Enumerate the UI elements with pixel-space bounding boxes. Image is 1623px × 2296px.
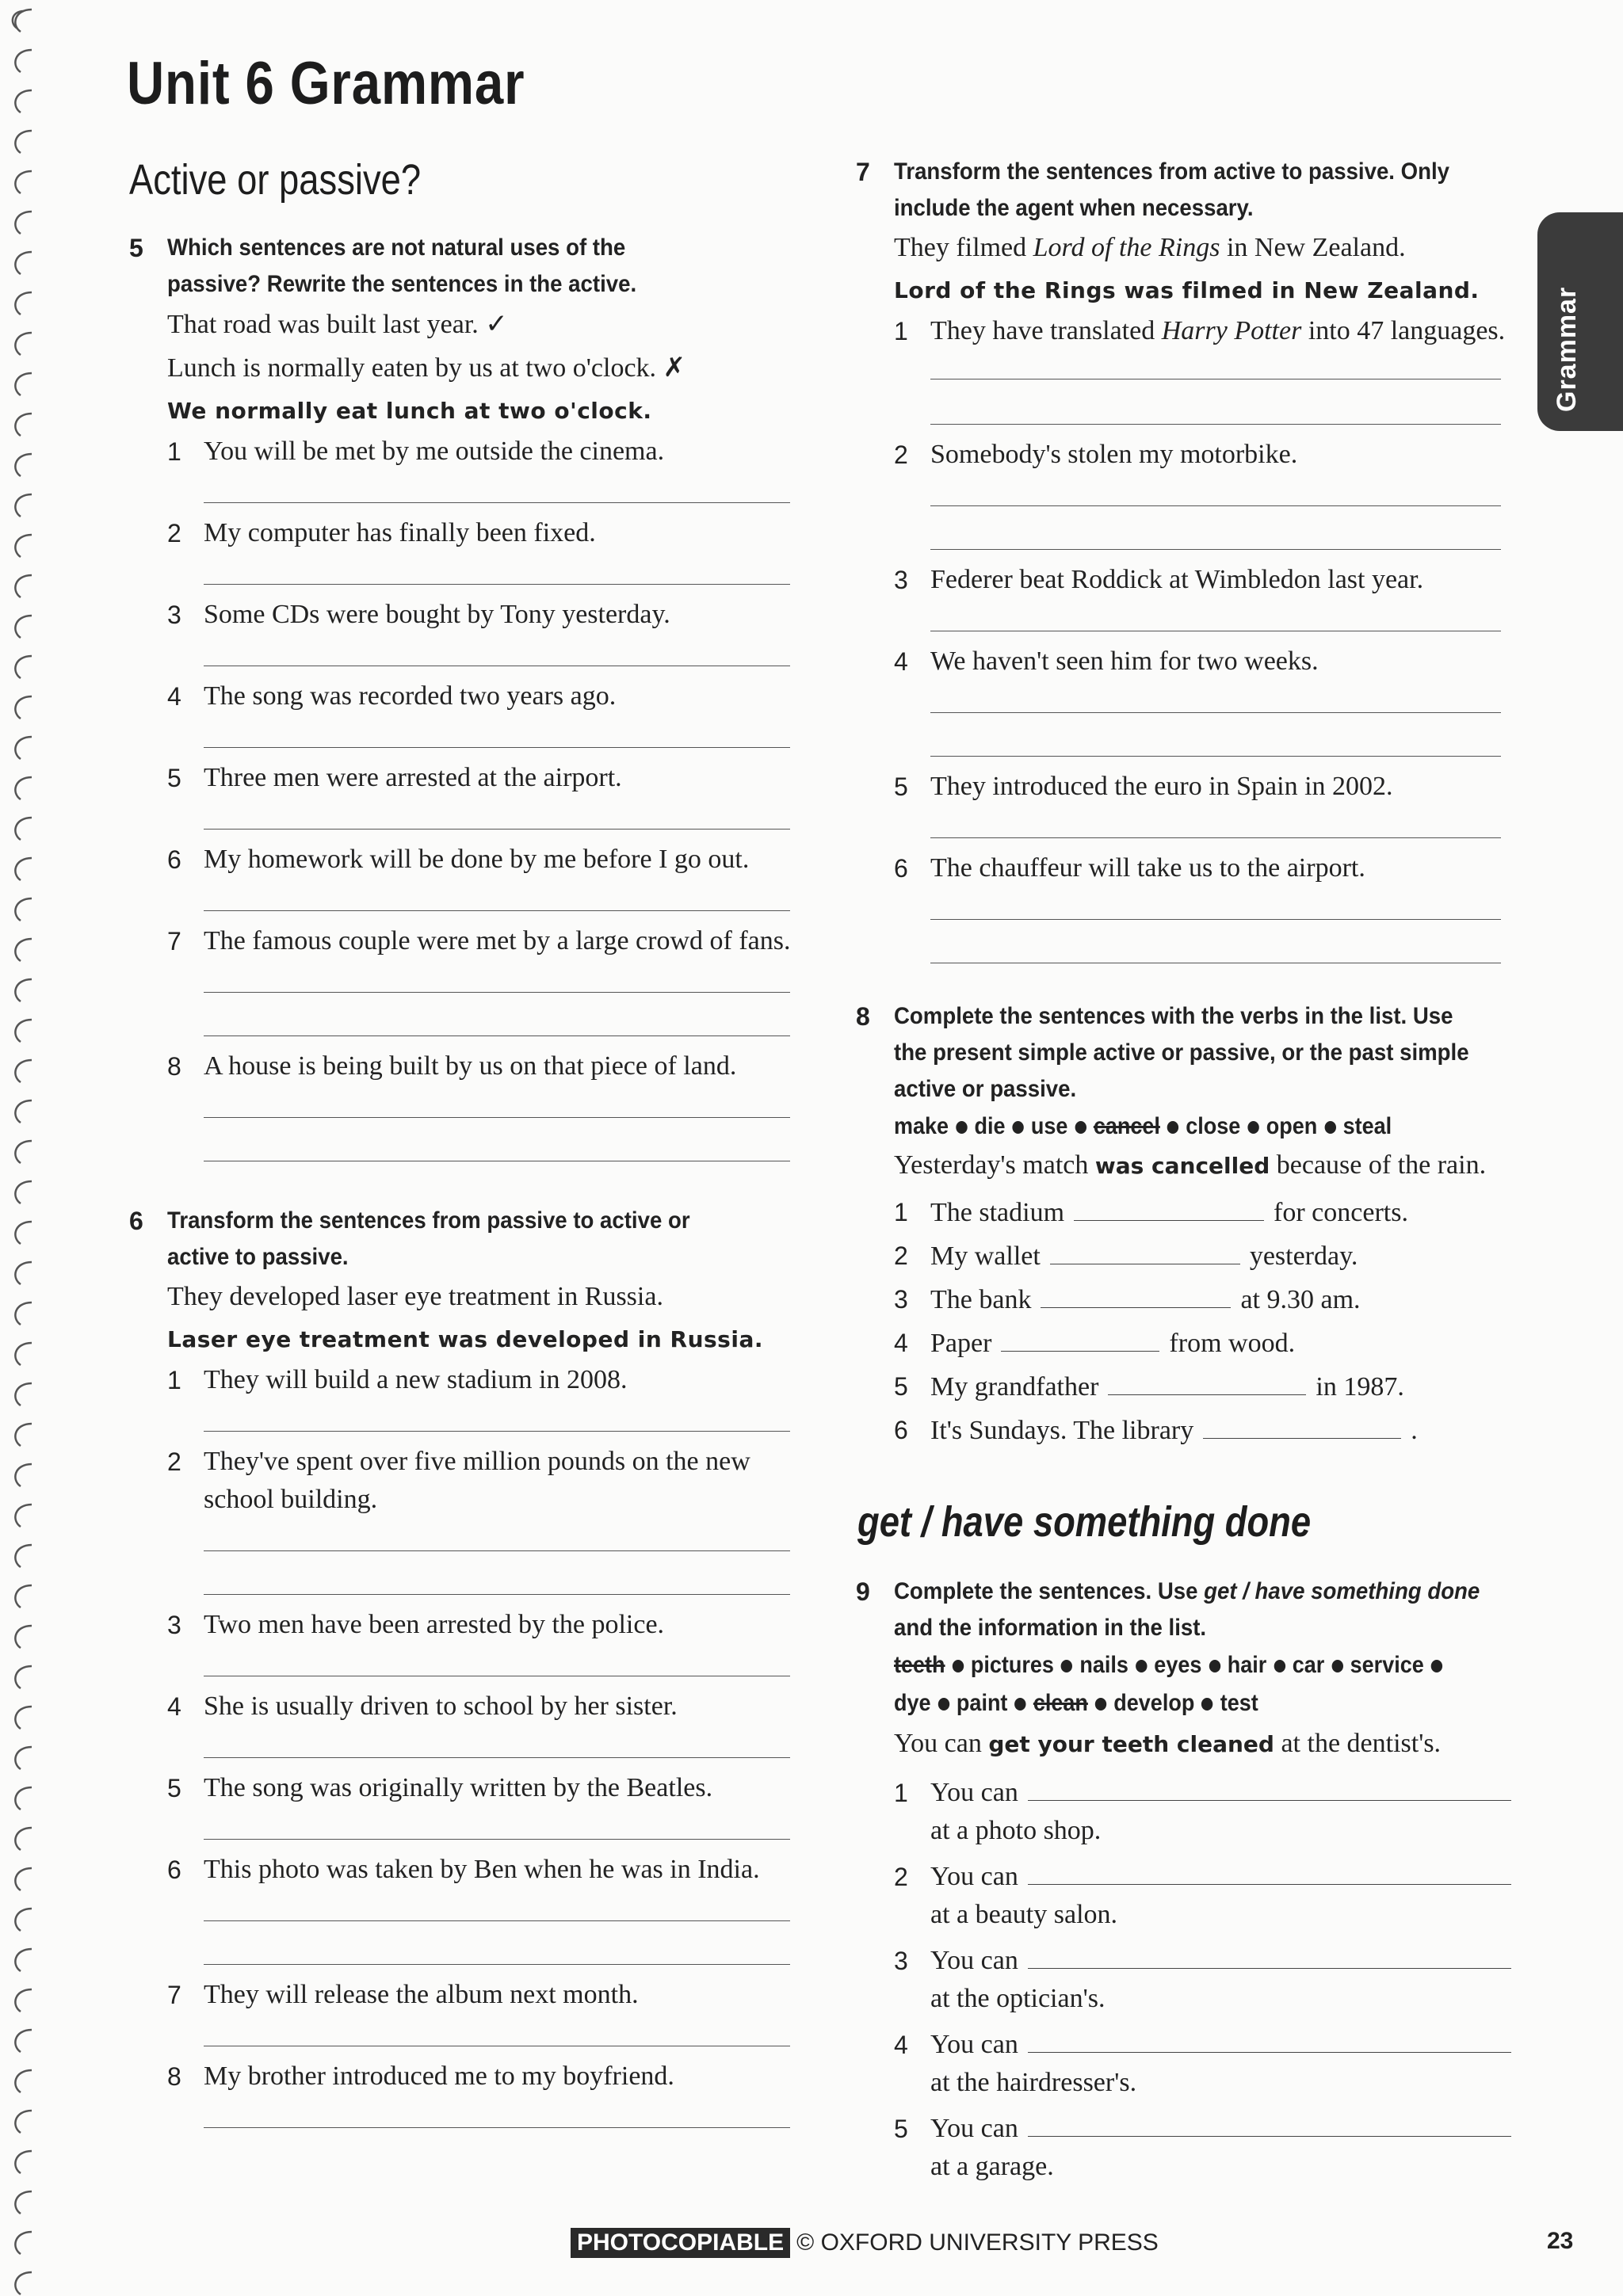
item-text-before: You can <box>930 1946 1018 1975</box>
binder-ring <box>15 656 32 678</box>
list-word: die <box>974 1113 1006 1139</box>
binder-ring <box>15 171 32 193</box>
item-text: The chauffeur will take us to the airport. <box>930 853 1365 883</box>
item-number: 5 <box>894 772 908 801</box>
answer-blank[interactable] <box>1041 1283 1231 1308</box>
bullet-icon <box>1061 1660 1072 1672</box>
bullet-icon <box>1274 1660 1285 1672</box>
binder-rings <box>0 0 48 2296</box>
item-number: 4 <box>167 682 181 711</box>
item-text: Three men were arrested at the airport. <box>204 763 622 792</box>
example-sentence: They developed laser eye treatment in Russia. <box>167 1282 663 1311</box>
binder-ring <box>15 50 32 72</box>
item-text: Somebody's stolen my motorbike. <box>930 440 1298 469</box>
binder-ring <box>15 696 32 719</box>
list-word: dye <box>894 1690 931 1716</box>
list-item <box>167 1606 811 1644</box>
example-answer: Laser eye treatment was developed in Russia. <box>167 1326 763 1352</box>
item-text <box>930 1365 1404 1409</box>
list-item <box>167 596 811 634</box>
bullet-icon <box>1247 1121 1258 1134</box>
list-item <box>167 1976 811 2014</box>
item-number: 2 <box>167 1447 181 1476</box>
word-list <box>894 1646 1536 1684</box>
item-text: They introduced the euro in Spain in 2002. <box>930 772 1393 801</box>
page-number: 23 <box>1547 2228 1574 2254</box>
binder-ring <box>15 1505 32 1527</box>
list-item <box>167 922 811 960</box>
item-text-before: It's Sundays. The library <box>930 1416 1194 1445</box>
binder-ring <box>15 1464 32 1486</box>
binder-ring <box>15 373 32 395</box>
answer-blank[interactable] <box>1108 1371 1306 1395</box>
item-text-after: at a garage. <box>930 2152 1054 2181</box>
list-word: nails <box>1079 1652 1128 1678</box>
item-text: The famous couple were met by a large crowd of fans. <box>204 926 791 955</box>
list-word: open <box>1266 1113 1318 1139</box>
item-number: 8 <box>167 1052 181 1081</box>
item-number: 5 <box>894 1372 908 1401</box>
binder-ring <box>15 1626 32 1648</box>
item-text <box>930 1278 1361 1322</box>
binder-ring <box>15 2232 32 2254</box>
section-title-active-passive: Active or passive? <box>129 156 422 204</box>
list-word: teeth <box>894 1652 945 1678</box>
list-word: hair <box>1227 1652 1267 1678</box>
item-number: 7 <box>167 1981 181 2009</box>
item-text: They will release the album next month. <box>204 1980 639 2009</box>
list-word: cancel <box>1093 1113 1160 1139</box>
binder-ring <box>15 777 32 799</box>
list-word: use <box>1030 1113 1068 1139</box>
binder-ring <box>15 1787 32 1810</box>
item-text-before: You can <box>930 2030 1018 2059</box>
item-text: You will be met by me outside the cinema. <box>204 437 665 466</box>
list-item <box>167 1769 811 1807</box>
list-item: 1 They have translated Harry Potter into 47 languages. <box>894 316 1506 345</box>
grammar-side-tab-label: Grammar <box>1552 286 1582 412</box>
item-number: 5 <box>167 764 181 792</box>
item-text <box>930 1322 1295 1365</box>
answer-blank[interactable] <box>1001 1327 1159 1352</box>
item-number: 3 <box>894 1947 908 1975</box>
list-item <box>894 1409 1537 1452</box>
answer-blank[interactable] <box>1028 2028 1511 2053</box>
item-text: We haven't seen him for two weeks. <box>930 646 1319 676</box>
exercise-instruction: Complete the sentences with the verbs in the list. Use the present simple active or passive, or the past simple active or passive. <box>894 1003 1469 1102</box>
list-item <box>894 643 1537 681</box>
binder-ring <box>15 939 32 961</box>
example-answer: We normally eat lunch at two o'clock. <box>167 398 652 424</box>
binder-ring <box>15 1060 32 1082</box>
list-word: pictures <box>970 1652 1054 1678</box>
binder-ring <box>15 2272 32 2294</box>
item-text: Two men have been arrested by the police. <box>204 1610 665 1639</box>
binder-ring <box>15 737 32 759</box>
binder-ring <box>15 1989 32 2012</box>
bullet-icon <box>1014 1698 1025 1711</box>
example-sentence: Yesterday's match was cancelled because of the rain. <box>894 1150 1487 1180</box>
item-number: 2 <box>167 519 181 547</box>
list-item <box>894 2026 1537 2102</box>
list-item <box>167 677 811 715</box>
item-text: The song was originally written by the Beatles. <box>204 1773 713 1802</box>
example-answer: Lord of the Rings was filmed in New Zealand. <box>894 277 1480 303</box>
item-number: 3 <box>167 601 181 629</box>
item-number: 2 <box>894 1241 908 1270</box>
item-number: 4 <box>894 2031 908 2059</box>
list-item <box>167 1443 811 1519</box>
item-number: 1 <box>894 1779 908 1807</box>
answer-blank[interactable] <box>1028 1776 1511 1801</box>
binder-ring <box>15 1747 32 1769</box>
list-word: eyes <box>1154 1652 1202 1678</box>
list-item <box>894 768 1537 806</box>
list-word: car <box>1292 1652 1325 1678</box>
binder-ring <box>15 2070 32 2092</box>
footer <box>571 2228 1159 2258</box>
bullet-icon <box>1167 1121 1178 1134</box>
example-sentence: They filmed Lord of the Rings in New Zealand. <box>894 233 1406 262</box>
example-sentence: You can get your teeth cleaned at the dentist's. <box>894 1729 1442 1758</box>
binder-ring <box>15 1222 32 1244</box>
list-item <box>894 1942 1537 2018</box>
item-text-after: from wood. <box>1169 1329 1296 1358</box>
photocopiable-badge: PHOTOCOPIABLE <box>571 2228 790 2258</box>
item-text-after: yesterday. <box>1249 1241 1358 1271</box>
bullet-icon <box>1324 1121 1335 1134</box>
item-number: 2 <box>894 441 908 469</box>
item-text <box>930 1774 1511 1850</box>
list-item <box>894 1278 1537 1322</box>
item-text-after: . <box>1411 1416 1418 1445</box>
binder-ring <box>15 252 32 274</box>
binder-ring <box>15 1181 32 1203</box>
list-word: test <box>1220 1690 1258 1716</box>
item-number: 5 <box>167 1774 181 1802</box>
item-text-after: for concerts. <box>1274 1198 1408 1227</box>
cross-mark-icon: ✗ <box>663 352 686 383</box>
binder-ring <box>15 818 32 840</box>
verb-list <box>894 1108 1536 1146</box>
exercise-7 <box>856 154 1537 974</box>
list-word: service <box>1350 1652 1424 1678</box>
exercise-number: 6 <box>129 1207 143 1235</box>
answer-blank[interactable] <box>1074 1196 1264 1221</box>
list-word: paint <box>956 1690 1008 1716</box>
list-item <box>894 436 1537 474</box>
item-text-after: at a beauty salon. <box>930 1900 1118 1929</box>
item-text-before: The stadium <box>930 1198 1065 1227</box>
item-text: She is usually driven to school by her sister. <box>204 1691 678 1721</box>
exercise-number: 8 <box>856 1002 870 1031</box>
binder-ring <box>15 1020 32 1042</box>
item-text: Federer beat Roddick at Wimbledon last year. <box>930 565 1424 594</box>
answer-blank[interactable] <box>1050 1240 1240 1264</box>
exercise-number: 7 <box>856 158 870 186</box>
binder-ring <box>15 414 32 436</box>
list-item <box>167 759 811 797</box>
item-number: 6 <box>894 1416 908 1444</box>
item-number: 1 <box>167 1366 181 1394</box>
binder-ring <box>15 1868 32 1890</box>
item-text: They've spent over five million pounds on the new school building. <box>204 1447 750 1514</box>
answer-blank[interactable] <box>1028 1860 1511 1885</box>
binder-ring <box>15 2030 32 2052</box>
list-item <box>894 1191 1537 1234</box>
binder-ring <box>15 1828 32 1850</box>
bullet-icon <box>1201 1698 1212 1711</box>
example-sentence: That road was built last year. ✓ <box>167 308 508 340</box>
item-number: 2 <box>894 1863 908 1891</box>
list-item <box>894 1365 1537 1409</box>
binder-ring <box>15 1949 32 1971</box>
bullet-icon <box>1075 1121 1086 1134</box>
item-number: 4 <box>167 1692 181 1721</box>
bullet-icon <box>1331 1660 1342 1672</box>
item-text: They will build a new stadium in 2008. <box>204 1365 628 1394</box>
binder-ring <box>15 1585 32 1608</box>
binder-ring <box>15 131 32 153</box>
item-text <box>930 2026 1511 2102</box>
item-text: Some CDs were bought by Tony yesterday. <box>204 600 670 629</box>
exercise-6 <box>129 1203 811 2139</box>
list-item <box>894 849 1537 887</box>
list-item <box>167 2058 811 2096</box>
item-number: 3 <box>167 1611 181 1639</box>
list-item <box>894 1234 1537 1278</box>
binder-ring <box>15 1302 32 1325</box>
example-sentence: Lunch is normally eaten by us at two o'clock. ✗ <box>167 352 686 383</box>
binder-ring <box>15 616 32 638</box>
item-text: My brother introduced me to my boyfriend. <box>204 2061 674 2091</box>
list-item <box>167 1688 811 1726</box>
item-number: 8 <box>167 2062 181 2091</box>
check-mark-icon: ✓ <box>485 308 508 340</box>
item-text <box>930 1234 1358 1278</box>
bullet-icon <box>1209 1660 1220 1672</box>
list-word: close <box>1186 1113 1241 1139</box>
bullet-icon <box>938 1698 949 1711</box>
item-text-before: The bank <box>930 1285 1032 1314</box>
item-text-before: My grandfather <box>930 1372 1099 1402</box>
item-text-after: in 1987. <box>1316 1372 1404 1402</box>
item-text: This photo was taken by Ben when he was in India. <box>204 1855 760 1884</box>
item-number: 3 <box>894 1285 908 1314</box>
binder-ring <box>15 575 32 597</box>
binder-ring <box>15 1666 32 1688</box>
item-number: 6 <box>167 845 181 874</box>
binder-ring <box>15 1100 32 1123</box>
bullet-icon <box>1012 1121 1023 1134</box>
exercise-9 <box>856 1573 1537 2186</box>
answer-blank[interactable] <box>1028 1944 1511 1969</box>
binder-ring <box>15 1707 32 1729</box>
binder-ring <box>15 1383 32 1405</box>
item-number: 4 <box>894 647 908 676</box>
binder-ring <box>15 2111 32 2133</box>
item-text <box>930 2110 1511 2186</box>
answer-blank[interactable] <box>1028 2112 1511 2137</box>
list-item <box>894 561 1537 599</box>
list-word: clean <box>1033 1690 1088 1716</box>
section-title-get-have: get / have something done <box>857 1498 1312 1546</box>
list-item <box>167 841 811 879</box>
binder-ring <box>15 454 32 476</box>
exercise-number: 5 <box>129 234 143 262</box>
binder-ring <box>15 1909 32 1931</box>
binder-ring <box>15 1141 32 1163</box>
item-text-after: at the hairdresser's. <box>930 2068 1137 2097</box>
answer-line[interactable] <box>930 424 1501 425</box>
binder-ring <box>15 858 32 880</box>
item-text <box>930 1191 1408 1234</box>
item-number: 3 <box>894 566 908 594</box>
item-number: 1 <box>894 1198 908 1226</box>
binder-ring <box>15 90 32 113</box>
exercise-instruction: Transform the sentences from passive to active or active to passive. <box>167 1207 690 1270</box>
exercise-instruction: Complete the sentences. Use get / have something done and the information in the list. <box>894 1578 1480 1641</box>
exercise-number: 9 <box>856 1577 870 1606</box>
list-item <box>167 1851 811 1889</box>
binder-ring <box>15 2151 32 2173</box>
list-item <box>894 2110 1537 2186</box>
item-number: 6 <box>167 1855 181 1884</box>
bullet-icon <box>953 1660 964 1672</box>
page-title: Unit 6 Grammar <box>127 50 525 117</box>
item-text-before: You can <box>930 1862 1018 1891</box>
list-word: steal <box>1342 1113 1392 1139</box>
exercise-5 <box>129 230 811 1173</box>
item-number: 4 <box>894 1329 908 1357</box>
item-number: 5 <box>894 2115 908 2143</box>
item-text: The song was recorded two years ago. <box>204 681 617 711</box>
item-text <box>930 1942 1511 2018</box>
item-text-after: at the optician's. <box>930 1984 1106 2013</box>
item-text: My computer has finally been fixed. <box>204 518 596 547</box>
item-text: My homework will be done by me before I go out. <box>204 845 750 874</box>
bullet-icon <box>1095 1698 1106 1711</box>
binder-ring <box>15 212 32 234</box>
binder-ring <box>15 494 32 517</box>
list-item <box>894 1322 1537 1365</box>
binder-ring <box>15 898 32 921</box>
list-item <box>167 433 811 471</box>
item-text <box>930 1858 1511 1934</box>
binder-ring <box>15 333 32 355</box>
item-number: 7 <box>167 927 181 955</box>
binder-ring <box>15 1262 32 1284</box>
item-text-before: Paper <box>930 1329 992 1358</box>
binder-ring <box>15 292 32 315</box>
binder-ring <box>15 1424 32 1446</box>
list-word: make <box>894 1113 949 1139</box>
word-list <box>894 1684 1536 1722</box>
item-number: 6 <box>894 854 908 883</box>
list-word: develop <box>1113 1690 1195 1716</box>
binder-ring <box>15 535 32 557</box>
item-text-after: at 9.30 am. <box>1240 1285 1361 1314</box>
item-text <box>930 1409 1418 1452</box>
item-text-before: My wallet <box>930 1241 1041 1271</box>
exercise-8 <box>856 998 1537 1452</box>
bullet-icon <box>1431 1660 1442 1672</box>
answer-blank[interactable] <box>1203 1414 1401 1439</box>
list-item <box>894 1774 1537 1850</box>
item-text-before: You can <box>930 1778 1018 1807</box>
copyright: © OXFORD UNIVERSITY PRESS <box>796 2229 1159 2256</box>
binder-ring <box>15 2191 32 2214</box>
list-item <box>167 514 811 552</box>
binder-ring <box>15 979 32 1001</box>
item-text-after: at a photo shop. <box>930 1816 1102 1845</box>
list-item <box>894 1858 1537 1934</box>
binder-ring <box>15 1343 32 1365</box>
item-number: 1 <box>167 437 181 466</box>
item-text: A house is being built by us on that piece of land. <box>204 1051 737 1081</box>
list-item <box>167 1047 811 1085</box>
bullet-icon <box>1136 1660 1147 1672</box>
bullet-icon <box>956 1121 967 1134</box>
exercise-instruction: Which sentences are not natural uses of the passive? Rewrite the sentences in the active. <box>167 235 637 297</box>
list-item <box>167 1361 811 1399</box>
item-text-before: You can <box>930 2114 1018 2143</box>
binder-ring <box>15 1545 32 1567</box>
exercise-instruction: Transform the sentences from active to passive. Only include the agent when necessary. <box>894 158 1449 221</box>
